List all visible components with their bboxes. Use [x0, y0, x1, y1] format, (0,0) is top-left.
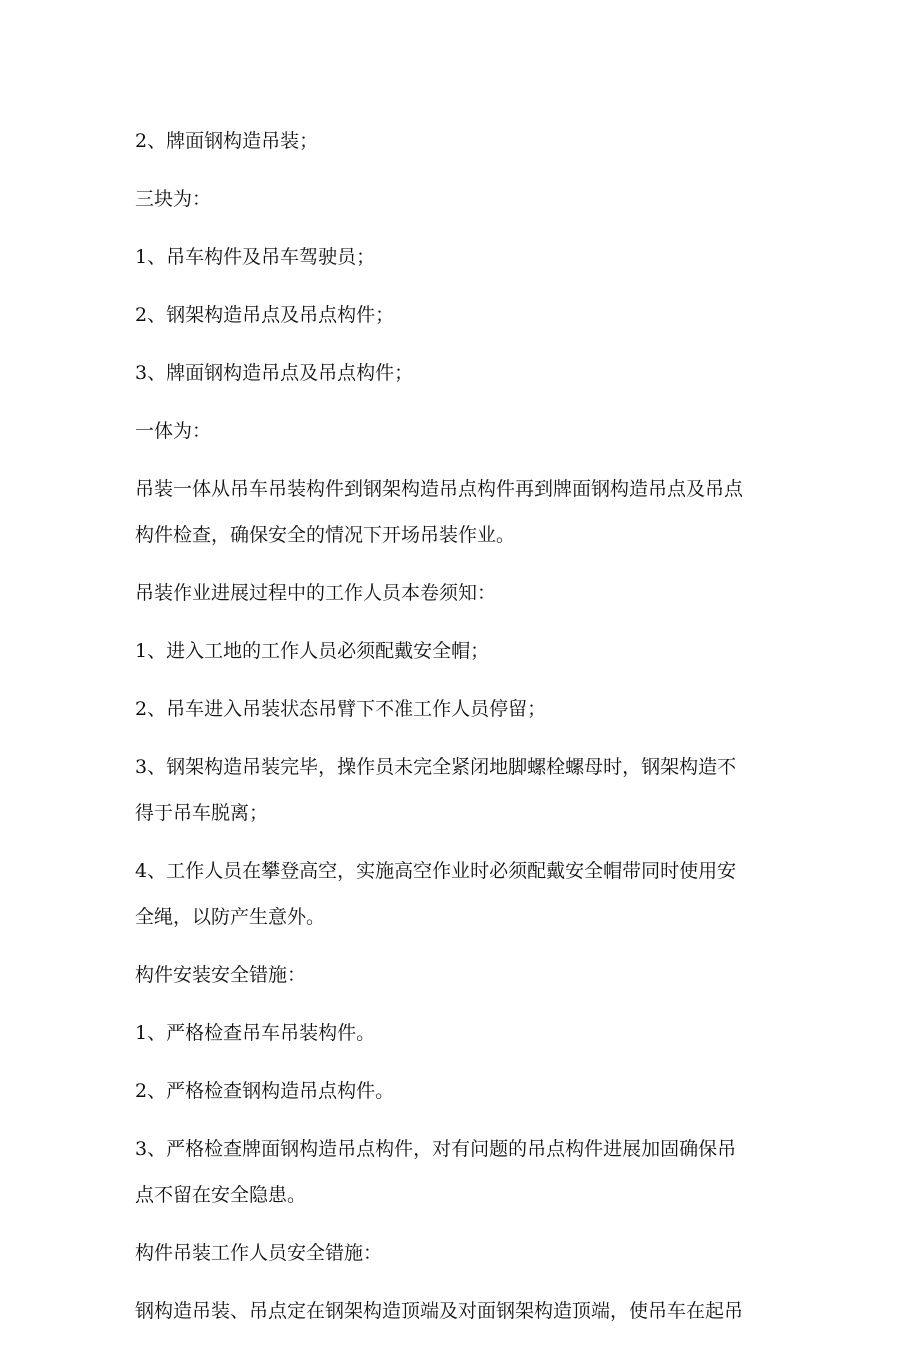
paragraph: 吊装作业进展过程中的工作人员本卷须知：	[135, 582, 497, 604]
paragraph	[135, 744, 785, 836]
paragraph: 3、牌面钢构造吊点及吊点构件；	[135, 362, 414, 384]
paragraph: 一体为：	[135, 420, 212, 442]
paragraph-line: 点不留在安全隐患。	[135, 1184, 307, 1206]
paragraph: 2、钢架构造吊点及吊点构件；	[135, 304, 395, 326]
paragraph-line: 4、工作人员在攀登高空，实施高空作业时必须配戴安全帽带同时使用安	[135, 860, 737, 882]
paragraph: 1、吊车构件及吊车驾驶员；	[135, 246, 376, 268]
paragraph: 构件安装安全错施：	[135, 964, 307, 986]
paragraph: 构件吊装工作人员安全错施：	[135, 1242, 383, 1264]
paragraph-line: 吊装一体从吊车吊装构件到钢架构造吊点构件再到牌面钢构造吊点及吊点	[135, 478, 744, 500]
paragraph: 1、严格检查吊车吊装构件。	[135, 1022, 376, 1044]
paragraph-line: 构件检查，确保安全的情况下开场吊装作业。	[135, 524, 516, 546]
paragraph: 2、牌面钢构造吊装；	[135, 130, 319, 152]
paragraph-line: 3、严格检查牌面钢构造吊点构件，对有问题的吊点构件进展加固确保吊	[135, 1138, 737, 1160]
paragraph: 2、严格检查钢构造吊点构件。	[135, 1080, 395, 1102]
paragraph	[135, 466, 785, 558]
paragraph: 三块为：	[135, 188, 212, 210]
paragraph-line: 得于吊车脱离；	[135, 802, 269, 824]
paragraph	[135, 1126, 785, 1218]
paragraph: 2、吊车进入吊装状态吊臂下不准工作人员停留；	[135, 698, 547, 720]
paragraph-line: 3、钢架构造吊装完毕，操作员未完全紧闭地脚螺栓螺母时，钢架构造不	[135, 756, 737, 778]
paragraph	[135, 848, 785, 940]
paragraph-line: 全绳，以防产生意外。	[135, 906, 326, 928]
paragraph: 1、进入工地的工作人员必须配戴安全帽；	[135, 640, 490, 662]
document-body	[135, 118, 785, 1346]
paragraph: 钢构造吊装、吊点定在钢架构造顶端及对面钢架构造顶端，使吊车在起吊	[135, 1300, 744, 1322]
